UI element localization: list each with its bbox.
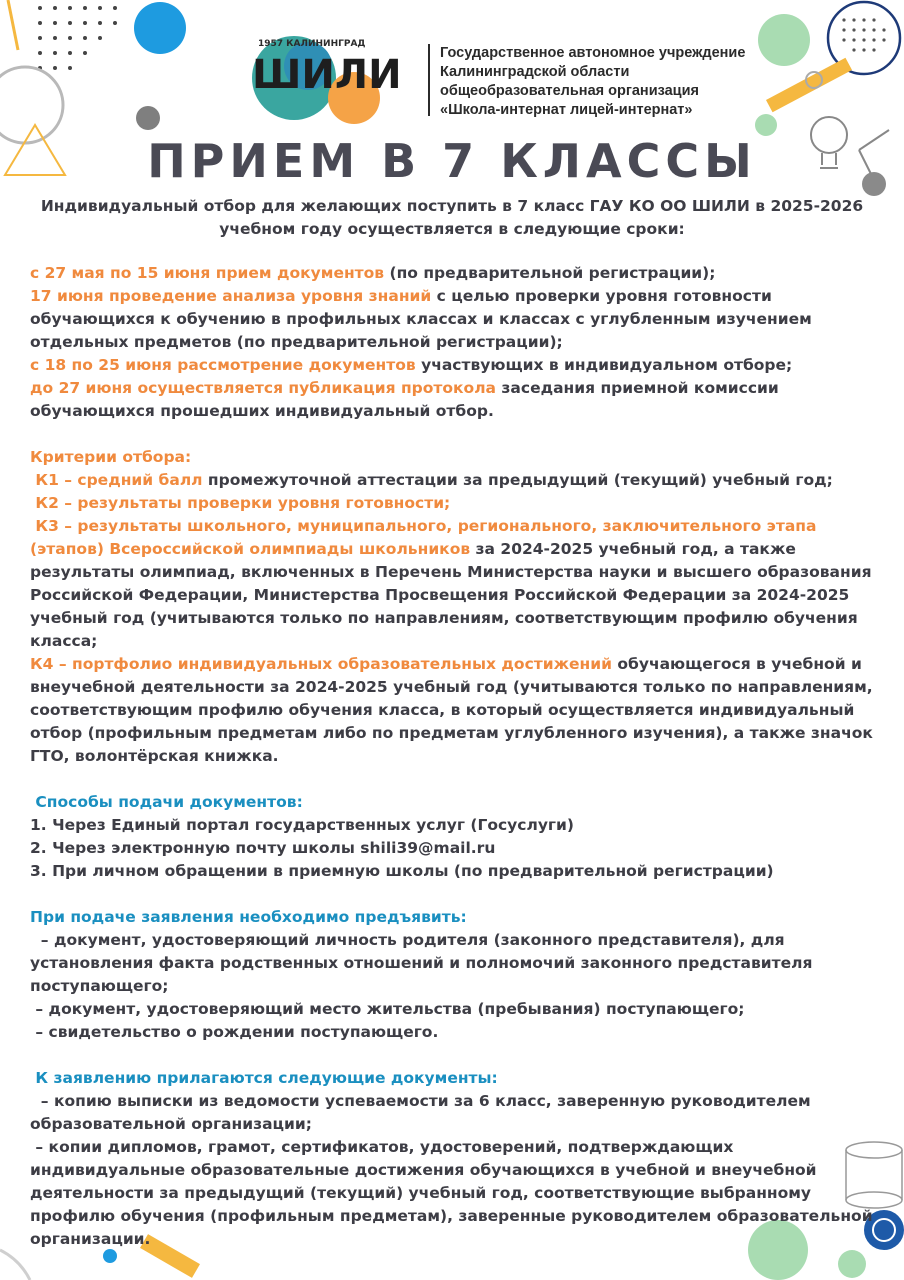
criteria-item: [30, 515, 888, 653]
methods-heading: Способы подачи документов:: [30, 793, 303, 811]
method-item: 2. Через электронную почту школы shili39@mail.ru: [30, 839, 496, 857]
schedule-item: [30, 262, 888, 285]
page-title: ПРИЕМ В 7 КЛАССЫ: [147, 134, 757, 188]
present-item: – документ, удостоверяющий место жительства (пребывания) поступающего;: [30, 1000, 745, 1018]
present-item: – свидетельство о рождении поступающего.: [30, 1023, 439, 1041]
org-line: «Школа-интернат лицей-интернат»: [440, 102, 693, 118]
method-item: 3. При личном обращении в приемную школы (по предварительной регистрации): [30, 862, 774, 880]
schedule-text: с целью проверки уровня готовности обучающихся к обучению в профильных классах и классах с углубленным изучением отдельных предметов (по предварительной регистрации);: [30, 287, 818, 351]
present-heading: При подаче заявления необходимо предъявить:: [30, 908, 467, 926]
schedule-item: [30, 354, 888, 377]
criteria-highlight: К2 – результаты проверки уровня готовности;: [30, 494, 451, 512]
criteria-item: [30, 492, 888, 515]
org-line: общеобразовательная организация: [440, 83, 699, 99]
schedule-highlight: до 27 июня осуществляется публикация протокола: [30, 379, 497, 397]
criteria-text: за 2024-2025 учебный год, а также результаты олимпиад, включенных в Перечень Министерства науки и высшего образования Российской Федерации, Министерства Просвещения Российской Федерации за 2024-2025 учебный год (учитываются только по направлениям, соответствующим профилю обучения класса;: [30, 540, 877, 650]
attach-heading: К заявлению прилагаются следующие документы:: [30, 1069, 498, 1087]
schedule-item: [30, 285, 888, 354]
criteria-item: [30, 469, 888, 492]
method-item: 1. Через Единый портал государственных услуг (Госуслуги): [30, 816, 574, 834]
schedule-highlight: с 18 по 25 июня рассмотрение документов: [30, 356, 416, 374]
logo-caption: 1957 КАЛИНИНГРАД: [258, 39, 366, 49]
attach-item: – копию выписки из ведомости успеваемости за 6 класс, заверенную руководителем образовательной организации;: [30, 1092, 817, 1133]
criteria-highlight: К1 – средний балл: [30, 471, 203, 489]
org-line: Государственное автономное учреждение: [440, 45, 746, 61]
intro-text: Индивидуальный отбор для желающих поступить в 7 класс ГАУ КО ОО ШИЛИ в 2025-2026 учебном году осуществляется в следующие сроки:: [40, 197, 864, 238]
schedule-text: участвующих в индивидуальном отборе;: [415, 356, 793, 374]
present-item: – документ, удостоверяющий личность родителя (законного представителя), для установления факта родственных отношений и полномочий законного представителя поступающего;: [30, 931, 818, 995]
criteria-item: [30, 653, 888, 768]
org-name: [440, 44, 745, 120]
logo-divider: [428, 44, 430, 116]
schedule-highlight: 17 июня проведение анализа уровня знаний: [30, 287, 432, 305]
criteria-highlight: К4 – портфолио индивидуальных образовательных достижений: [30, 655, 612, 673]
schedule-item: [30, 377, 888, 423]
criteria-highlight: К3 – результаты школьного, муниципального, регионального, заключительного этапа (этапов) Всероссийской олимпиады школьников: [30, 517, 822, 558]
attach-item: – копии дипломов, грамот, сертификатов, удостоверений, подтверждающих индивидуальные образовательные достижения обучающихся в учебной и внеучебной деятельности за предыдущий (текущий) учебный год, соответствующие выбранному профилю обучения (профильным предметам), заверенные руководителем образовательной организации.: [30, 1138, 878, 1248]
criteria-heading: Критерии отбора:: [30, 448, 192, 466]
schedule-highlight: с 27 мая по 15 июня прием документов: [30, 264, 385, 282]
criteria-text: обучающегося в учебной и внеучебной деятельности за 2024-2025 учебный год (учитываются только по направлениям, соответствующим профилю обучения класса, в который осуществляется индивидуальный отбор (профильным предметам либо по предметам углубленного изучения), а также значок ГТО, волонтёрская книжка.: [30, 655, 879, 765]
org-line: Калининградской области: [440, 64, 630, 80]
school-logo: [246, 36, 426, 126]
schedule-text: (по предварительной регистрации);: [384, 264, 716, 282]
criteria-text: промежуточной аттестации за предыдущий (текущий) учебный год;: [202, 471, 833, 489]
main-content: [30, 262, 888, 1251]
logo-wordmark: ШИЛИ: [252, 52, 402, 98]
schedule-text: заседания приемной комиссии обучающихся прошедших индивидуальный отбор.: [30, 379, 785, 420]
